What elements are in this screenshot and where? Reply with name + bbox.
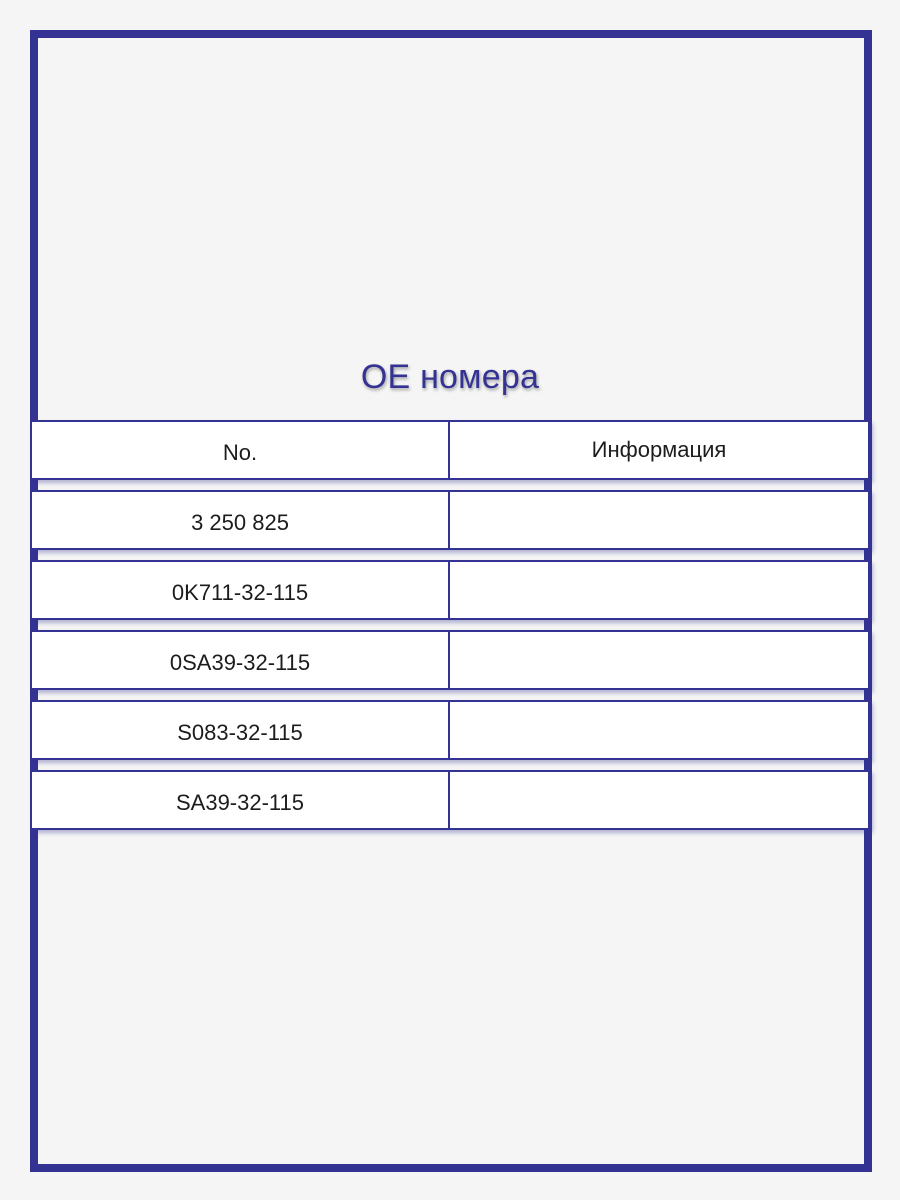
cell-info — [450, 492, 868, 548]
cell-info — [450, 772, 868, 828]
cell-no: 0K711-32-115 — [32, 562, 450, 618]
page-title: OE номера — [360, 358, 540, 396]
table-row — [30, 770, 870, 830]
cell-info — [450, 702, 868, 758]
cell-no: S083-32-115 — [32, 702, 450, 758]
cell-no: 3 250 825 — [32, 492, 450, 548]
header-no: No. — [32, 422, 450, 478]
cell-no: 0SA39-32-115 — [32, 632, 450, 688]
table-row — [30, 560, 870, 620]
table-header-row — [30, 420, 870, 480]
table-row — [30, 490, 870, 550]
header-info: Информация — [591, 437, 727, 462]
oe-numbers-table — [30, 420, 870, 840]
table-row — [30, 700, 870, 760]
cell-no: SA39-32-115 — [32, 772, 450, 828]
table-row — [30, 630, 870, 690]
cell-info — [450, 562, 868, 618]
cell-info — [450, 632, 868, 688]
